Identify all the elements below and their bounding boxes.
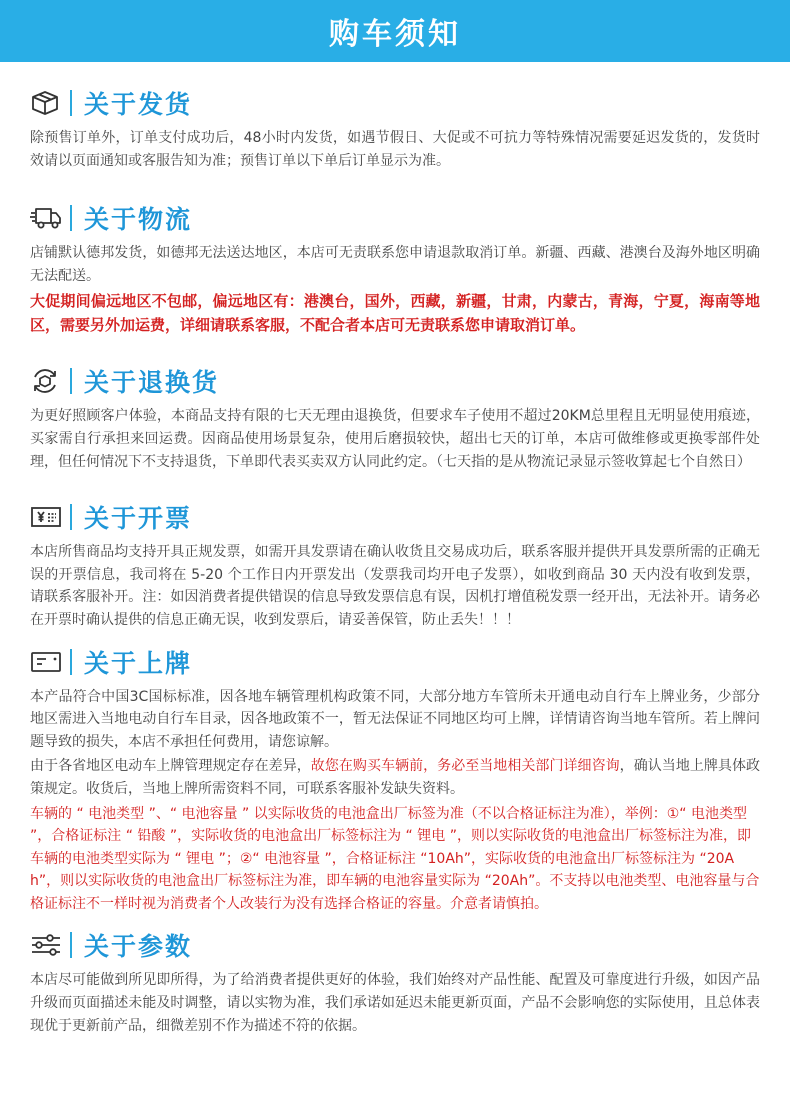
section-params (0, 923, 790, 1037)
section-shipping (0, 81, 790, 172)
header-divider (70, 205, 72, 231)
section-invoice (0, 495, 790, 631)
page-title: 购车须知 (329, 17, 461, 52)
section-text (30, 755, 760, 800)
header-divider (70, 90, 72, 116)
section-title: 关于物流 (84, 205, 193, 235)
license-plate-icon (30, 648, 64, 676)
section-title: 关于上牌 (84, 648, 193, 678)
section-title: 关于退换货 (84, 368, 220, 398)
exchange-return-icon (30, 367, 64, 395)
package-box-icon (30, 89, 64, 117)
section-text: 店铺默认德邦发货，如德邦无法送达地区，本店可无责联系您申请退款取消订单。新疆、西藏、港澳台及海外地区明确无法配送。 (30, 245, 760, 284)
battery-note: 车辆的 “ 电池类型 ”、“ 电池容量 ” 以实际收货的电池盒出厂标签为准（不以合格证标注为准），举例：①“ 电池类型 ”，合格证标注 “ 铅酸 ”，实际收货的电池盒出厂标签标注为 “ 锂电 ”，则以实际收货的电池盒出厂标签标注为准，即车辆的电池类型实际为 “ 锂电 ”；②“ 电池容量 ”，合格证标注 “10Ah”，实际收货的电池盒出厂标签标注为 “20Ah”，则以实际收货的电池盒出厂标签标注为准，即车辆的电池容量实际为 “20Ah”。不支持以电池类型、电池容量与合格证标注不一样时视为消费者个人改装行为没有选择合格证的容量。介意者请慎拍。 (30, 805, 760, 912)
section-logistics (0, 196, 790, 337)
highlight-text: 故您在购买车辆前，务必至当地相关部门详细咨询 (310, 758, 620, 775)
header-divider (70, 504, 72, 530)
section-title: 关于发货 (84, 90, 193, 119)
section-header (30, 495, 760, 539)
header-divider (70, 932, 72, 958)
section-title: 关于开票 (84, 504, 193, 534)
section-header (30, 196, 760, 240)
section-header (30, 640, 760, 684)
section-text: 本店所售商品均支持开具正规发票，如需开具发票请在确认收货且交易成功后，联系客服并提供开具发票所需的正确无误的开票信息，我司将在 5-20 个工作日内开票发出（发票我司均开电子发票），如收到商品 30 天内没有收到发票，请联系客服补开。注：如因消费者提供错误的信息导致发票信息有误，因机打增值税发票一经开出，无法补开。请务必在开票时确认提供的信息正确无误，收到发票后，请妥善保管，防止丢失！！！ (30, 544, 760, 628)
text-segment: ，确认当地上牌具体政策规定。收货后，当地上牌所需资料不同，可联系客服补发缺失资料。 (30, 758, 761, 797)
header-divider (70, 649, 72, 675)
remote-area-warning: 大促期间偏远地区不包邮，偏远地区有：港澳台，国外，西藏，新疆，甘肃，内蒙古，青海，宁夏，海南等地区，需要另外加运费，详细请联系客服，不配合者本店可无责联系您申请取消订单。 (30, 292, 760, 335)
section-header (30, 923, 760, 967)
section-text: 除预售订单外，订单支付成功后，48小时内发货，如遇节假日、大促或不可抗力等特殊情况需要延迟发货的，发货时效请以页面通知或客服告知为准；预售订单以下单后订单显示为准。 (30, 130, 760, 169)
section-text: 为更好照顾客户体验，本商品支持有限的七天无理由退换货，但要求车子使用不超过20KM总里程且无明显使用痕迹，买家需自行承担来回运费。因商品使用场景复杂，使用后磨损较快，超出七天的订单，本店可做维修或更换零部件处理，但任何情况下不支持退货，下单即代表买卖双方认同此约定。（七天指的是从物流记录显示签收算起七个自然日） (30, 408, 760, 470)
page-banner (0, 0, 790, 62)
sliders-settings-icon (30, 931, 64, 959)
section-text: 本店尽可能做到所见即所得，为了给消费者提供更好的体验，我们始终对产品性能、配置及可靠度进行升级，如因产品升级而页面描述未能及时调整，请以实物为准，我们承诺如延迟未能更新页面，产品不会影响您的实际使用，且总体表现优于更新前产品，细微差别不作为描述不符的依据。 (30, 972, 760, 1034)
section-returns (0, 359, 790, 473)
invoice-yen-icon (30, 503, 64, 531)
section-license (0, 640, 790, 916)
section-header (30, 81, 760, 125)
section-header (30, 359, 760, 403)
delivery-truck-icon (30, 204, 64, 232)
section-text: 本产品符合中国3C国标标准，因各地车辆管理机构政策不同，大部分地方车管所未开通电动自行车上牌业务，少部分地区需进入当地电动自行车目录，因各地政策不一，暂无法保证不同地区均可上牌，详情请咨询当地车管所。若上牌问题导致的损失，本店不承担任何费用，请您谅解。 (30, 688, 760, 750)
text-segment: 由于各省地区电动车上牌管理规定存在差异， (30, 758, 311, 775)
header-divider (70, 368, 72, 394)
section-title: 关于参数 (84, 932, 193, 962)
